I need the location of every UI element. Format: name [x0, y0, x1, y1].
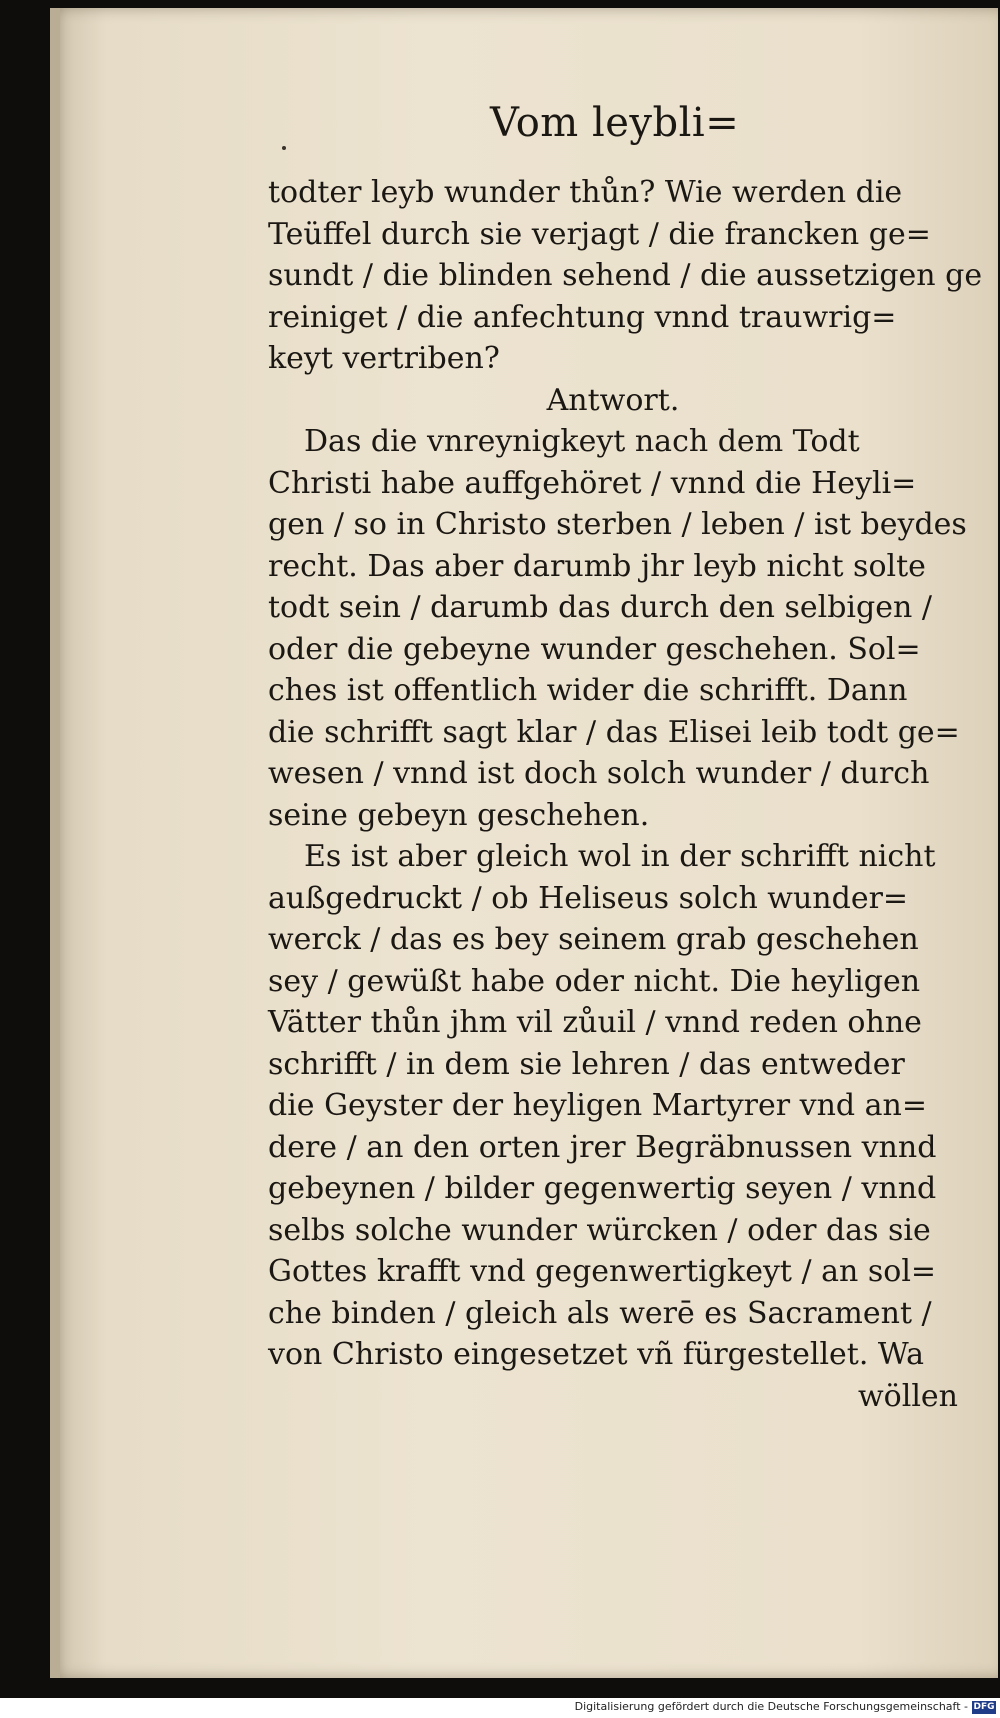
text-line: todter leyb wunder thůn? Wie werden die — [268, 175, 903, 210]
text-line: Gottes krafft vnd gegenwertigkeyt / an sol= — [268, 1254, 937, 1289]
running-head: Vom leybli= — [490, 100, 740, 146]
dfg-logo-icon: DFG — [973, 1702, 995, 1712]
text-line: Vätter thůn jhm vil zůuil / vnnd reden ohne — [268, 1005, 922, 1040]
text-line: seine gebeyn geschehen. — [268, 797, 650, 833]
footer-bar — [0, 1698, 1000, 1718]
text-line: che binden / gleich als werē es Sacrament / — [268, 1295, 932, 1331]
text-line: gebeynen / bilder gegenwertig seyen / vnnd — [268, 1171, 937, 1206]
text-line: schrifft / in dem sie lehren / das entweder — [268, 1046, 905, 1082]
text-line: Das die vnreynigkeyt nach dem Todt — [304, 424, 860, 459]
page-gutter-edge — [50, 8, 60, 1678]
digitization-credit: Digitalisierung gefördert durch die Deutsche Forschungsgemeinschaft - — [574, 1700, 968, 1713]
text-line: dere / an den orten jrer Begräbnussen vnnd — [268, 1129, 937, 1165]
section-heading: Antwort. — [546, 382, 680, 418]
text-line: die Geyster der heyligen Martyrer vnd an= — [268, 1088, 927, 1123]
text-line: außgedruckt / ob Heliseus solch wunder= — [268, 880, 909, 916]
text-line: Teüffel durch sie verjagt / die francken ge= — [268, 216, 931, 252]
text-line: reiniget / die anfechtung vnnd trauwrig= — [268, 299, 897, 335]
text-line: wesen / vnnd ist doch solch wunder / durch — [268, 756, 930, 791]
text-line: Christi habe auffgehöret / vnnd die Heyli= — [268, 465, 917, 501]
text-line: gen / so in Christo sterben / leben / ist beydes — [268, 507, 967, 542]
text-line: sey / gewüßt habe oder nicht. Die heyligen — [268, 963, 921, 999]
text-line: recht. Das aber darumb jhr leyb nicht solte — [268, 548, 926, 584]
text-line: werck / das es bey seinem grab geschehen — [268, 922, 919, 957]
text-line: die schrifft sagt klar / das Elisei leib todt ge= — [268, 714, 960, 750]
text-line: todt sein / darumb das durch den selbigen / — [268, 590, 932, 625]
text-line: sundt / die blinden sehend / die aussetzigen ge — [268, 258, 983, 293]
text-line: von Christo eingesetzet vñ fürgestellet. Wa — [268, 1337, 925, 1372]
text-line: ches ist offentlich wider die schrifft. Dann — [268, 673, 908, 708]
text-line: keyt vertriben? — [268, 341, 500, 376]
text-line: oder die gebeyne wunder geschehen. Sol= — [268, 631, 921, 667]
catchword: wöllen — [857, 1378, 958, 1414]
text-line: selbs solche wunder würcken / oder das sie — [268, 1212, 931, 1248]
ink-speck — [282, 146, 286, 150]
text-line: Es ist aber gleich wol in der schrifft nicht — [304, 839, 936, 874]
body-text — [268, 172, 983, 1417]
